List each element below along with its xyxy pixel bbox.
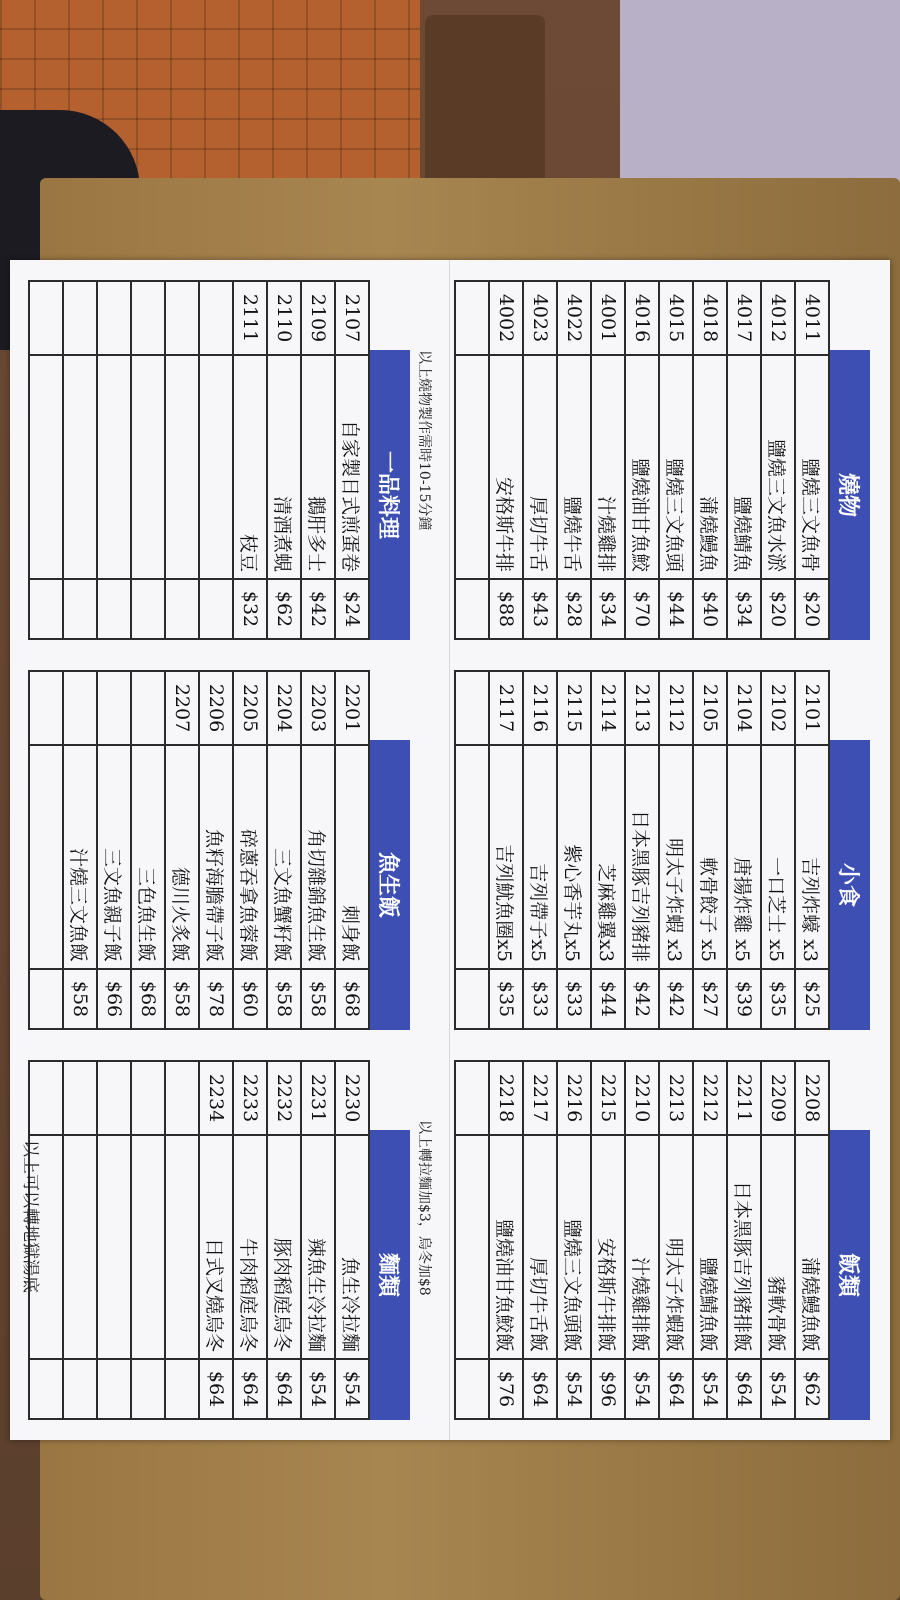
menu-name-cell: 德川火炙飯 <box>165 745 199 969</box>
menu-price-cell: $42 <box>625 969 659 1029</box>
menu-price-cell <box>131 1359 165 1419</box>
menu-row <box>267 1061 301 1419</box>
menu-name-cell: 蒲燒鰻魚 <box>693 355 727 579</box>
menu-row <box>795 671 829 1029</box>
menu-name-cell <box>455 745 489 969</box>
menu-price-cell <box>455 1359 489 1419</box>
menu-price-cell: $58 <box>63 969 97 1029</box>
menu-name-cell <box>63 355 97 579</box>
menu-name-cell: 安格斯牛排飯 <box>591 1135 625 1359</box>
menu-row <box>557 281 591 639</box>
menu-row <box>165 1061 199 1419</box>
menu-row <box>659 671 693 1029</box>
menu-name-cell: 辣魚生冷拉麵 <box>301 1135 335 1359</box>
menu-price-cell: $54 <box>761 1359 795 1419</box>
menu-code-cell: 4018 <box>693 281 727 355</box>
menu-name-cell: 鹽燒三文魚水淤 <box>761 355 795 579</box>
menu-price-cell <box>63 579 97 639</box>
menu-code-cell: 2204 <box>267 671 301 745</box>
menu-code-cell: 4017 <box>727 281 761 355</box>
menu-code-cell: 2205 <box>233 671 267 745</box>
menu-row <box>199 1061 233 1419</box>
menu-code-cell: 2109 <box>301 281 335 355</box>
rice-table <box>454 1060 830 1420</box>
menu-name-cell: 吉列帶子x5 <box>523 745 557 969</box>
menu-name-cell: 安格斯牛排 <box>489 355 523 579</box>
menu-code-cell <box>199 281 233 355</box>
menu-code-cell: 4012 <box>761 281 795 355</box>
menu-name-cell: 蒲燒鰻魚飯 <box>795 1135 829 1359</box>
menu-price-cell: $58 <box>165 969 199 1029</box>
menu-code-cell: 2230 <box>335 1061 369 1135</box>
menu-name-cell: 三文魚蟹籽飯 <box>267 745 301 969</box>
wall-background <box>620 0 900 200</box>
menu-code-cell: 2213 <box>659 1061 693 1135</box>
menu-row <box>557 671 591 1029</box>
menu-name-cell <box>97 1135 131 1359</box>
menu-code-cell: 2107 <box>335 281 369 355</box>
grill-title: 燒物 <box>830 350 870 640</box>
menu-price-cell: $20 <box>795 579 829 639</box>
menu-row <box>455 281 489 639</box>
menu-name-cell: 日式叉燒烏冬 <box>199 1135 233 1359</box>
menu-code-cell: 2233 <box>233 1061 267 1135</box>
menu-price-cell: $34 <box>591 579 625 639</box>
menu-name-cell <box>29 355 63 579</box>
menu-row <box>761 281 795 639</box>
menu-price-cell: $60 <box>233 969 267 1029</box>
menu-row <box>727 1061 761 1419</box>
menu-row <box>233 1061 267 1419</box>
menu-row <box>625 671 659 1029</box>
menu-row <box>659 281 693 639</box>
menu-price-cell: $62 <box>267 579 301 639</box>
menu-price-cell: $34 <box>727 579 761 639</box>
menu-price-cell: $35 <box>489 969 523 1029</box>
menu-code-cell <box>131 1061 165 1135</box>
menu-code-cell <box>29 1061 63 1135</box>
menu-code-cell <box>63 671 97 745</box>
menu-row <box>693 1061 727 1419</box>
menu-price-cell: $58 <box>301 969 335 1029</box>
menu-name-cell: 豚肉稻庭烏冬 <box>267 1135 301 1359</box>
menu-code-cell: 2115 <box>557 671 591 745</box>
menu-row <box>591 281 625 639</box>
menu-price-cell: $54 <box>693 1359 727 1419</box>
menu-code-cell: 2111 <box>233 281 267 355</box>
menu-name-cell <box>199 355 233 579</box>
menu-row <box>761 671 795 1029</box>
menu-price-cell: $64 <box>199 1359 233 1419</box>
menu-price-cell: $68 <box>335 969 369 1029</box>
menu-price-cell: $64 <box>659 1359 693 1419</box>
menu-price-cell: $88 <box>489 579 523 639</box>
menu-row <box>233 671 267 1029</box>
menu-name-cell: 鹽燒油甘魚鮫 <box>625 355 659 579</box>
menu-price-cell: $24 <box>335 579 369 639</box>
menu-name-cell: 枝豆 <box>233 355 267 579</box>
menu-name-cell: 鹽燒三文魚骨 <box>795 355 829 579</box>
menu-row <box>233 281 267 639</box>
menu-row <box>335 1061 369 1419</box>
menu-name-cell: 角切雜錦魚生飯 <box>301 745 335 969</box>
menu-row <box>727 281 761 639</box>
menu-row <box>335 281 369 639</box>
menu-name-cell: 刺身飯 <box>335 745 369 969</box>
menu-row <box>557 1061 591 1419</box>
menu-row <box>301 1061 335 1419</box>
menu-name-cell: 紫心香芋丸x5 <box>557 745 591 969</box>
menu-row <box>63 281 97 639</box>
grill-note: 以上燒物製作需時10-15分鐘 <box>416 350 432 531</box>
menu-price-cell: $68 <box>131 969 165 1029</box>
menu-row <box>455 671 489 1029</box>
menu-code-cell <box>63 1061 97 1135</box>
rice-title: 飯類 <box>830 1130 870 1420</box>
menu-price-cell: $66 <box>97 969 131 1029</box>
menu-code-cell: 2114 <box>591 671 625 745</box>
menu-code-cell: 2101 <box>795 671 829 745</box>
menu-code-cell: 4001 <box>591 281 625 355</box>
menu-name-cell: 吉列炸蠔 x3 <box>795 745 829 969</box>
noodles-title: 麵類 <box>370 1130 410 1420</box>
noodles-note-bottom: 以上可以轉地獄湯底 <box>20 1140 40 1293</box>
menu-name-cell: 鹽燒鯖魚 <box>727 355 761 579</box>
menu-name-cell: 軟骨餃子 x5 <box>693 745 727 969</box>
menu-row <box>455 1061 489 1419</box>
menu-name-cell: 汁燒雞排飯 <box>625 1135 659 1359</box>
menu-name-cell <box>165 1135 199 1359</box>
menu-code-cell <box>97 671 131 745</box>
menu-price-cell <box>199 579 233 639</box>
menu-row <box>693 281 727 639</box>
menu-code-cell: 2112 <box>659 671 693 745</box>
menu-name-cell <box>63 1135 97 1359</box>
menu-price-cell: $40 <box>693 579 727 639</box>
menu-code-cell: 2231 <box>301 1061 335 1135</box>
menu-code-cell: 4015 <box>659 281 693 355</box>
menu-code-cell: 2234 <box>199 1061 233 1135</box>
menu-name-cell: 厚切牛舌 <box>523 355 557 579</box>
menu-price-cell: $43 <box>523 579 557 639</box>
menu-code-cell: 2210 <box>625 1061 659 1135</box>
menu-name-cell <box>455 1135 489 1359</box>
menu-price-cell <box>455 579 489 639</box>
menu-name-cell: 三文魚親子飯 <box>97 745 131 969</box>
fold-line <box>449 260 450 1440</box>
menu-code-cell: 4002 <box>489 281 523 355</box>
menu-name-cell: 汁燒雞排 <box>591 355 625 579</box>
menu-row <box>523 281 557 639</box>
menu-name-cell: 鹽燒鯖魚飯 <box>693 1135 727 1359</box>
menu-price-cell <box>97 579 131 639</box>
menu-row <box>267 671 301 1029</box>
menu-row <box>131 1061 165 1419</box>
menu-row <box>591 671 625 1029</box>
menu-price-cell: $33 <box>557 969 591 1029</box>
menu-price-cell: $42 <box>301 579 335 639</box>
menu-row <box>489 1061 523 1419</box>
menu-price-cell <box>29 969 63 1029</box>
menu-code-cell: 2207 <box>165 671 199 745</box>
menu-name-cell: 鹽燒牛舌 <box>557 355 591 579</box>
menu-price-cell: $64 <box>727 1359 761 1419</box>
menu-price-cell: $64 <box>267 1359 301 1419</box>
menu-name-cell: 三色魚生飯 <box>131 745 165 969</box>
menu-name-cell: 明太子炸蝦 x3 <box>659 745 693 969</box>
menu-price-cell: $54 <box>557 1359 591 1419</box>
menu-price-cell: $27 <box>693 969 727 1029</box>
menu-row <box>165 281 199 639</box>
menu-row <box>523 1061 557 1419</box>
menu-name-cell <box>131 355 165 579</box>
menu-code-cell: 4022 <box>557 281 591 355</box>
menu-row <box>29 281 63 639</box>
menu-name-cell: 鹽燒三文魚頭 <box>659 355 693 579</box>
menu-name-cell: 日本黑豚吉列豬排飯 <box>727 1135 761 1359</box>
menu-row <box>131 281 165 639</box>
snacks-title: 小食 <box>830 740 870 1030</box>
menu-price-cell: $64 <box>233 1359 267 1419</box>
menu-name-cell: 清酒煮蜆 <box>267 355 301 579</box>
menu-code-cell <box>97 281 131 355</box>
menu-code-cell <box>131 281 165 355</box>
menu-row <box>523 671 557 1029</box>
menu-price-cell <box>63 1359 97 1419</box>
menu-code-cell: 2110 <box>267 281 301 355</box>
menu-price-cell <box>131 579 165 639</box>
menu-row <box>625 1061 659 1419</box>
menu-code-cell: 2117 <box>489 671 523 745</box>
menu-name-cell: 自家製日式煎蛋卷 <box>335 355 369 579</box>
menu-row <box>199 281 233 639</box>
menu-code-cell: 2105 <box>693 671 727 745</box>
menu-code-cell: 4023 <box>523 281 557 355</box>
menu-price-cell: $54 <box>625 1359 659 1419</box>
menu-name-cell: 魚生冷拉麵 <box>335 1135 369 1359</box>
menu-name-cell: 汁燒三文魚飯 <box>63 745 97 969</box>
menu-price-cell <box>165 579 199 639</box>
menu-code-cell <box>165 281 199 355</box>
menu-code-cell: 4016 <box>625 281 659 355</box>
menu-code-cell <box>455 671 489 745</box>
menu-code-cell: 2203 <box>301 671 335 745</box>
menu-row <box>97 1061 131 1419</box>
menu-name-cell <box>97 355 131 579</box>
menu-name-cell <box>131 1135 165 1359</box>
menu-price-cell: $58 <box>267 969 301 1029</box>
menu-price-cell: $54 <box>335 1359 369 1419</box>
menu-name-cell <box>455 355 489 579</box>
menu-name-cell: 日本黑豚吉列豬排 <box>625 745 659 969</box>
menu-row <box>301 281 335 639</box>
menu-code-cell: 2104 <box>727 671 761 745</box>
menu-code-cell: 2206 <box>199 671 233 745</box>
menu-row <box>489 281 523 639</box>
ippin-title: 一品料理 <box>370 350 410 640</box>
menu-price-cell: $32 <box>233 579 267 639</box>
menu-row <box>63 671 97 1029</box>
menu-name-cell: 魚籽海膽帶子飯 <box>199 745 233 969</box>
menu-code-cell <box>131 671 165 745</box>
menu-name-cell: 唐揚炸雞 x5 <box>727 745 761 969</box>
menu-name-cell: 鹽燒油甘魚鮫飯 <box>489 1135 523 1359</box>
menu-price-cell: $42 <box>659 969 693 1029</box>
menu-code-cell: 2113 <box>625 671 659 745</box>
menu-name-cell <box>165 355 199 579</box>
sashimi-rice-table <box>28 670 370 1030</box>
menu-row <box>29 671 63 1029</box>
menu-code-cell: 2116 <box>523 671 557 745</box>
menu-code-cell: 2209 <box>761 1061 795 1135</box>
menu-row <box>795 281 829 639</box>
menu-price-cell <box>29 579 63 639</box>
menu-name-cell: 吉列魷魚圈x5 <box>489 745 523 969</box>
menu-name-cell: 碎蔥吞拿魚蓉飯 <box>233 745 267 969</box>
menu-name-cell: 豬軟骨飯 <box>761 1135 795 1359</box>
menu-price-cell: $33 <box>523 969 557 1029</box>
menu-price-cell: $28 <box>557 579 591 639</box>
menu-row <box>97 671 131 1029</box>
menu-code-cell: 4011 <box>795 281 829 355</box>
menu-name-cell: 一口芝士 x5 <box>761 745 795 969</box>
menu-row <box>761 1061 795 1419</box>
menu-sheet <box>10 260 890 1440</box>
menu-code-cell: 2212 <box>693 1061 727 1135</box>
menu-price-cell <box>165 1359 199 1419</box>
snacks-table <box>454 670 830 1030</box>
menu-price-cell: $64 <box>523 1359 557 1419</box>
menu-row <box>335 671 369 1029</box>
menu-price-cell: $54 <box>301 1359 335 1419</box>
menu-price-cell: $96 <box>591 1359 625 1419</box>
menu-price-cell: $35 <box>761 969 795 1029</box>
menu-code-cell: 2218 <box>489 1061 523 1135</box>
menu-code-cell: 2102 <box>761 671 795 745</box>
menu-price-cell: $20 <box>761 579 795 639</box>
noodles-table <box>28 1060 370 1420</box>
menu-code-cell <box>455 1061 489 1135</box>
menu-row <box>63 1061 97 1419</box>
menu-row <box>267 281 301 639</box>
ippin-table <box>28 280 370 640</box>
menu-row <box>625 281 659 639</box>
menu-row <box>591 1061 625 1419</box>
menu-name-cell: 芝麻雞翼x3 <box>591 745 625 969</box>
menu-price-cell: $39 <box>727 969 761 1029</box>
menu-name-cell: 厚切牛舌飯 <box>523 1135 557 1359</box>
menu-row <box>693 671 727 1029</box>
menu-row <box>301 671 335 1029</box>
menu-price-cell: $25 <box>795 969 829 1029</box>
menu-code-cell <box>29 671 63 745</box>
menu-code-cell <box>455 281 489 355</box>
menu-code-cell: 2201 <box>335 671 369 745</box>
menu-row <box>131 671 165 1029</box>
menu-price-cell <box>455 969 489 1029</box>
menu-code-cell: 2232 <box>267 1061 301 1135</box>
menu-code-cell: 2211 <box>727 1061 761 1135</box>
menu-name-cell: 鵝肝多士 <box>301 355 335 579</box>
menu-price-cell: $78 <box>199 969 233 1029</box>
menu-price-cell: $62 <box>795 1359 829 1419</box>
menu-name-cell: 牛肉稻庭烏冬 <box>233 1135 267 1359</box>
noodles-note-top: 以上轉拉麵加$3，烏冬加$8 <box>416 1120 432 1296</box>
menu-price-cell: $70 <box>625 579 659 639</box>
menu-code-cell: 2216 <box>557 1061 591 1135</box>
menu-code-cell: 2208 <box>795 1061 829 1135</box>
sashimi-rice-title: 魚生飯 <box>370 740 410 1030</box>
menu-row <box>165 671 199 1029</box>
menu-row <box>489 671 523 1029</box>
menu-price-cell: $76 <box>489 1359 523 1419</box>
grill-table <box>454 280 830 640</box>
menu-name-cell: 明太子炸蝦飯 <box>659 1135 693 1359</box>
menu-name-cell <box>29 745 63 969</box>
menu-price-cell <box>97 1359 131 1419</box>
menu-row <box>97 281 131 639</box>
menu-row <box>659 1061 693 1419</box>
menu-price-cell: $44 <box>591 969 625 1029</box>
menu-code-cell <box>165 1061 199 1135</box>
menu-code-cell <box>29 281 63 355</box>
menu-code-cell <box>63 281 97 355</box>
menu-row <box>199 671 233 1029</box>
menu-code-cell: 2215 <box>591 1061 625 1135</box>
menu-name-cell: 鹽燒三文魚頭飯 <box>557 1135 591 1359</box>
menu-code-cell <box>97 1061 131 1135</box>
menu-price-cell <box>29 1359 63 1419</box>
menu-price-cell: $44 <box>659 579 693 639</box>
menu-row <box>795 1061 829 1419</box>
menu-code-cell: 2217 <box>523 1061 557 1135</box>
menu-row <box>727 671 761 1029</box>
